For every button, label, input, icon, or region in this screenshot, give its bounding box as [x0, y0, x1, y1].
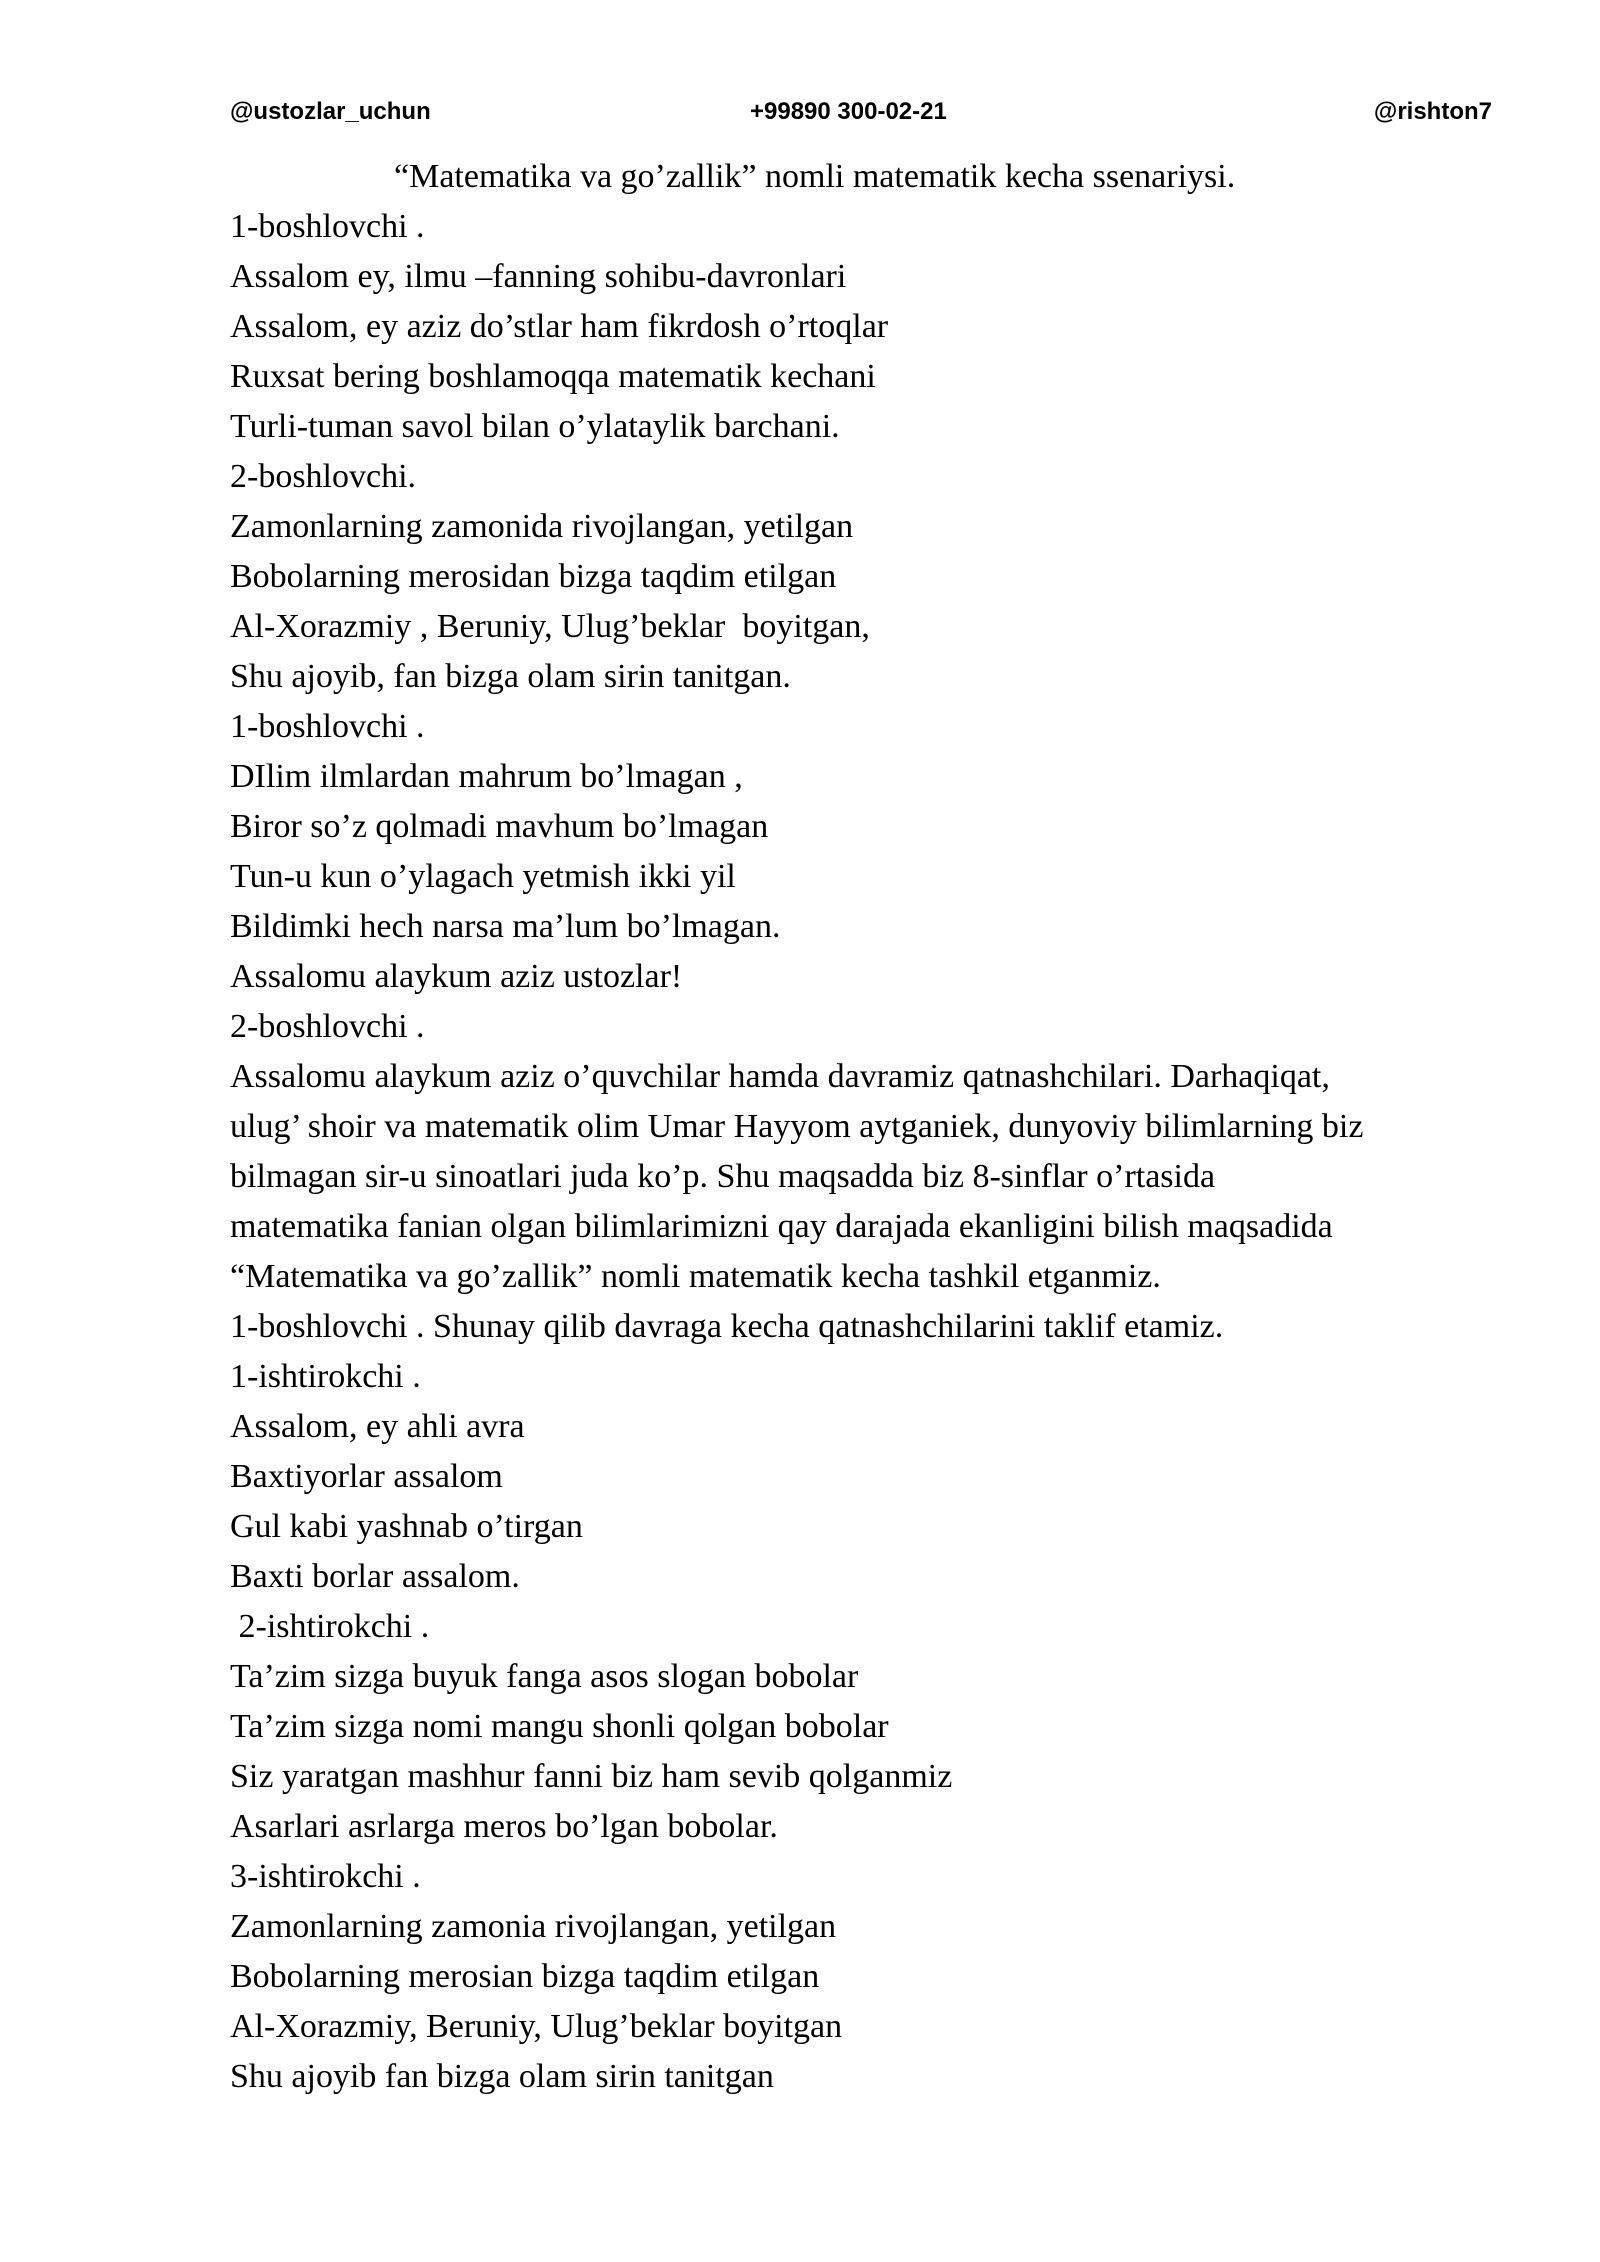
text-line: Ruxsat bering boshlamoqqa matematik kechani — [230, 358, 876, 395]
text-line: Biror so’z qolmadi mavhum bo’lmagan — [230, 808, 769, 845]
text-line: 2-boshlovchi . — [230, 1008, 425, 1045]
page-header — [230, 98, 1492, 134]
text-line: Shu ajoyib fan bizga olam sirin tanitgan — [230, 2058, 774, 2095]
text-line: Shu ajoyib, fan bizga olam sirin tanitgan. — [230, 658, 791, 695]
script-lines-part-1 — [230, 202, 1500, 1052]
text-line: Zamonlarning zamonia rivojlangan, yetilgan — [230, 1908, 837, 1945]
text-line: Al-Xorazmiy, Beruniy, Ulug’beklar boyitgan — [230, 2008, 843, 2045]
text-line: Turli-tuman savol bilan o’ylataylik barchani. — [230, 408, 840, 445]
text-line: Asarlari asrlarga meros bo’lgan bobolar. — [230, 1808, 778, 1845]
text-line: Bildimki hech narsa ma’lum bo’lmagan. — [230, 908, 781, 945]
text-line: Gul kabi yashnab o’tirgan — [230, 1508, 583, 1545]
text-line: DIlim ilmlardan mahrum bo’lmagan , — [230, 758, 743, 795]
paragraph-line: Assalomu alaykum aziz o’quvchilar hamda davramiz qatnashchilari. Darhaqiqat, — [230, 1058, 1330, 1095]
text-line: 2-boshlovchi. — [230, 458, 417, 495]
text-line: 1-boshlovchi . — [230, 208, 425, 245]
text-line: Ta’zim sizga nomi mangu shonli qolgan bobolar — [230, 1708, 889, 1745]
text-line: 2-ishtirokchi . — [230, 1608, 430, 1645]
text-line: Bobolarning merosian bizga taqdim etilgan — [230, 1958, 820, 1995]
script-lines-part-2 — [230, 1302, 1500, 2102]
intro-paragraph — [230, 1052, 1500, 1302]
text-line: Assalom ey, ilmu –fanning sohibu-davronlari — [230, 258, 847, 295]
text-line: 1-boshlovchi . — [230, 708, 425, 745]
paragraph-line: ulug’ shoir va matematik olim Umar Hayyom aytganiek, dunyoviy bilimlarning biz — [230, 1108, 1364, 1145]
text-line: Tun-u kun o’ylagach yetmish ikki yil — [230, 858, 736, 895]
text-line: 1-boshlovchi . Shunay qilib davraga kecha qatnashchilarini taklif etamiz. — [230, 1308, 1224, 1345]
text-line: Assalomu alaykum aziz ustozlar! — [230, 958, 683, 995]
document-body — [230, 152, 1500, 2102]
text-line: 1-ishtirokchi . — [230, 1358, 421, 1395]
header-channel-handle: @rishton7 — [1373, 98, 1492, 125]
document-title: “Matematika va go’zallik” nomli matematik kecha ssenariysi. — [394, 158, 1236, 195]
text-line: 3-ishtirokchi . — [230, 1858, 421, 1895]
text-line: Baxti borlar assalom. — [230, 1558, 520, 1595]
text-line: Assalom, ey aziz do’stlar ham fikrdosh o’rtoqlar — [230, 308, 889, 345]
paragraph-line: “Matematika va go’zallik” nomli matematik kecha tashkil etganmiz. — [230, 1258, 1161, 1295]
text-line: Zamonlarning zamonida rivojlangan, yetilgan — [230, 508, 854, 545]
text-line: Baxtiyorlar assalom — [230, 1458, 503, 1495]
text-line: Assalom, ey ahli avra — [230, 1408, 525, 1445]
header-phone-number: +99890 300-02-21 — [750, 98, 947, 125]
text-line: Ta’zim sizga buyuk fanga asos slogan bobolar — [230, 1658, 859, 1695]
header-telegram-handle: @ustozlar_uchun — [230, 98, 431, 125]
text-line: Bobolarning merosidan bizga taqdim etilgan — [230, 558, 837, 595]
paragraph-line: matematika fanian olgan bilimlarimizni qay darajada ekanligini bilish maqsadida — [230, 1208, 1333, 1245]
text-line: Siz yaratgan mashhur fanni biz ham sevib qolganmiz — [230, 1758, 953, 1795]
paragraph-line: bilmagan sir-u sinoatlari juda ko’p. Shu maqsadda biz 8-sinflar o’rtasida — [230, 1158, 1216, 1195]
text-line: Al-Xorazmiy , Beruniy, Ulug’beklar boyitgan, — [230, 608, 870, 645]
